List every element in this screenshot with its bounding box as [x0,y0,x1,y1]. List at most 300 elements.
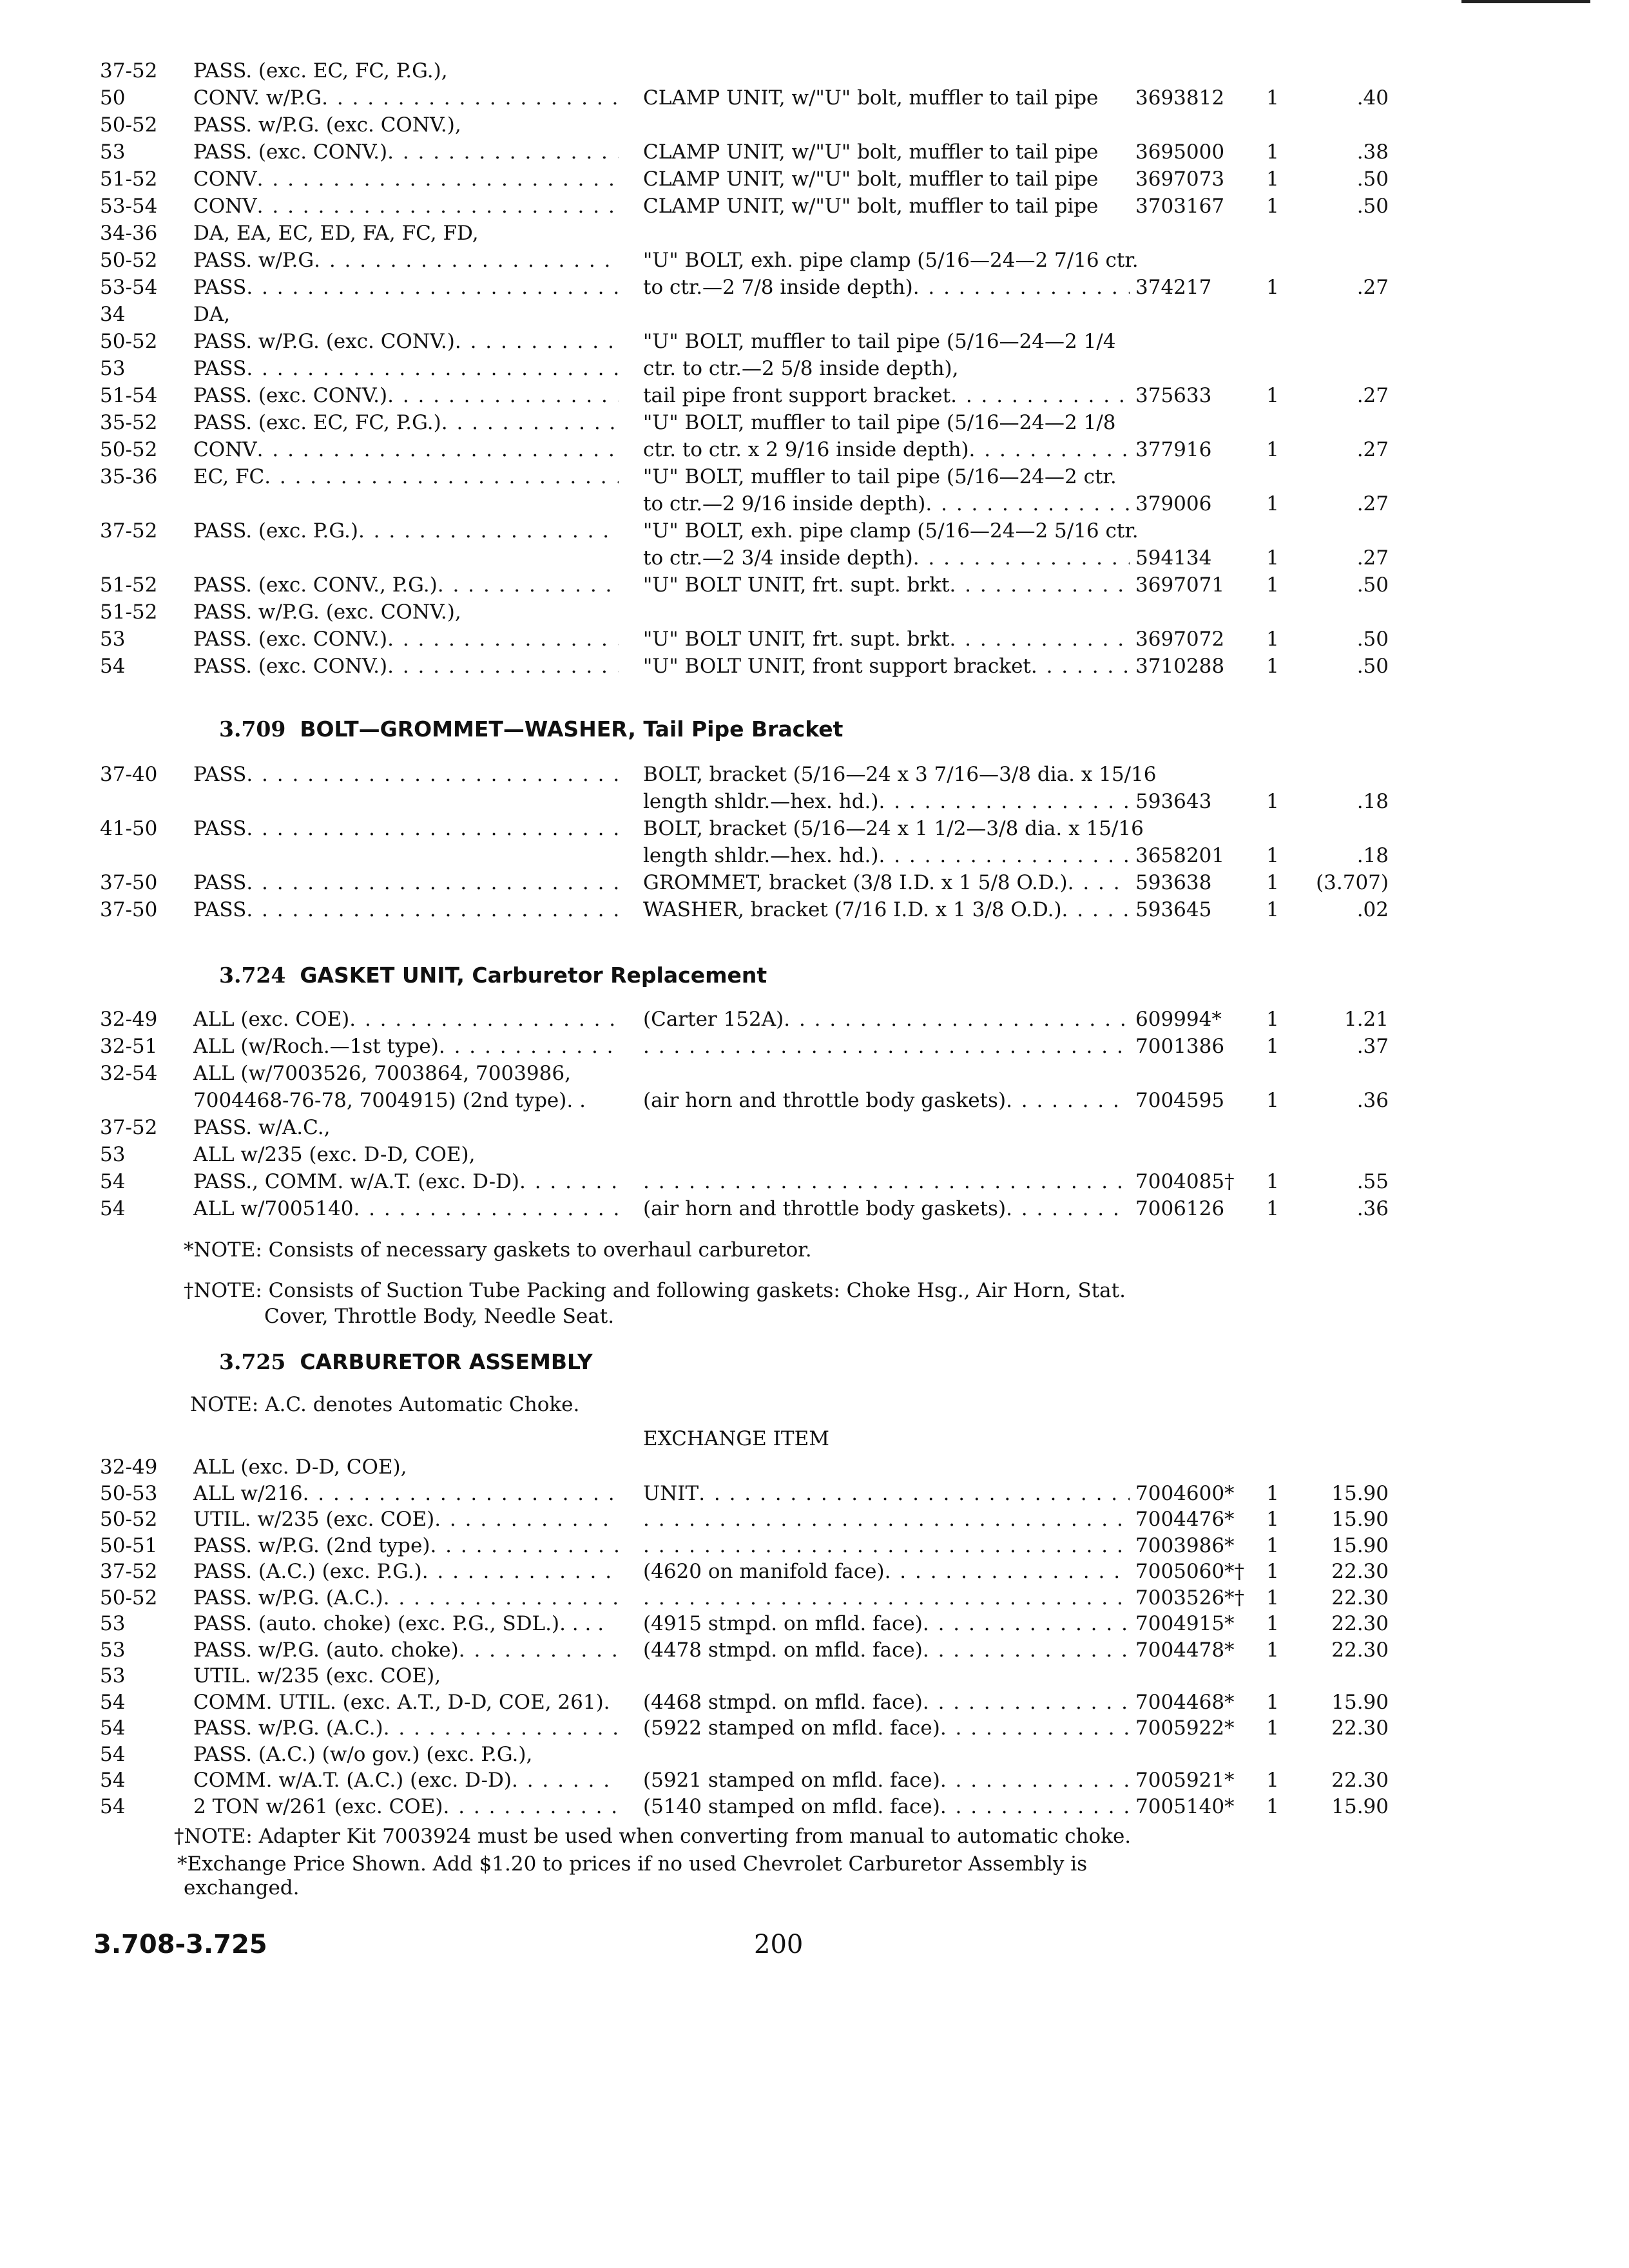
model-application [193,436,619,464]
footnote: *Exchange Price Shown. Add $1.20 to prices if no used Chevrolet Carburetor Assembly is [177,1852,1088,1876]
quantity: 1 [1266,492,1279,515]
year-range: 53 [100,357,126,380]
year-range: 53 [100,140,126,164]
model-application-text: PASS. w/P.G. (A.C.) [193,1586,383,1610]
quantity: 1 [1266,1612,1279,1635]
year-range [100,1086,184,1115]
section-title: GASKET UNIT, [300,963,465,988]
part-description [643,652,1130,680]
year-range: 54 [100,1716,126,1740]
model-application: PASS. w/P.G. (exc. CONV.), [193,113,461,137]
list-price: .02 [1356,898,1389,921]
model-application-text: PASS. w/P.G. (2nd type) [193,1534,430,1557]
model-application [193,652,619,680]
model-application [193,1005,619,1033]
part-number: 609994* [1135,1008,1222,1031]
part-description-text: (5140 stamped on mfld. face) [643,1795,940,1818]
list-price: .50 [1356,168,1389,191]
part-description [643,1584,1130,1612]
model-application-text: ALL w/7005140 [193,1197,354,1220]
model-application-text: ALL w/216 [193,1482,303,1505]
year-range: 32-51 [100,1035,158,1058]
part-description [643,1792,1130,1821]
model-application-text: PASS. (exc. P.G.) [193,519,358,543]
part-description: CLAMP UNIT, w/"U" bolt, muffler to tail pipe [643,140,1099,164]
model-application [193,1636,619,1664]
quantity [1257,814,1289,843]
year-range: 54 [100,655,126,678]
part-description-text: to ctr.—2 3/4 inside depth) [643,546,913,570]
part-description-text: (5921 stamped on mfld. face) [643,1769,940,1792]
model-application [193,192,619,220]
part-description-text: (4915 stmpd. on mfld. face) [643,1612,923,1635]
list-price [1295,57,1389,85]
year-range: 53 [100,1143,126,1166]
part-number: 7005140* [1135,1795,1235,1818]
model-application [193,841,619,870]
section-title: CARBURETOR ASSEMBLY [300,1349,593,1374]
quantity: 1 [1266,384,1279,407]
quantity: 1 [1266,1534,1279,1557]
part-number: 593638 [1135,871,1212,894]
part-number [1135,1113,1258,1142]
quantity [1257,1662,1289,1690]
model-application-text: 2 TON w/261 (exc. COE) [193,1795,443,1818]
model-application-text: PASS., COMM. w/A.T. (exc. D-D) [193,1170,520,1193]
model-application [193,1479,619,1508]
quantity: 1 [1266,1795,1279,1818]
part-description-text: "U" BOLT UNIT, frt. supt. brkt [643,628,950,651]
part-number [1135,408,1258,437]
list-price [1295,408,1389,437]
leader-dots [949,571,1130,599]
year-range: 50-52 [100,330,158,353]
quantity: 1 [1266,1482,1279,1505]
quantity [1257,354,1289,383]
leader-dots [969,436,1130,464]
model-application [193,354,619,383]
part-description-text: to ctr.—2 7/8 inside depth) [643,276,913,299]
part-description-text: "U" BOLT UNIT, frt. supt. brkt [643,573,950,597]
part-number [1135,1453,1258,1481]
part-number: 593645 [1135,898,1212,921]
part-description [643,1740,1130,1769]
footnote: exchanged. [184,1876,300,1899]
part-description [643,1005,1130,1033]
leader-dots [246,760,619,789]
leader-dots [439,1032,619,1061]
leader-dots [950,381,1130,410]
part-description [643,571,1130,599]
part-description: BOLT, bracket (5/16—24 x 3 7/16—3/8 dia. x 15/16 [643,763,1157,786]
year-range: 37-52 [100,59,158,82]
part-description: "U" BOLT, exh. pipe clamp (5/16—24—2 5/16 ctr. [643,519,1139,543]
year-range: 53 [100,1664,126,1687]
year-range: 35-36 [100,465,158,488]
list-price: .50 [1356,628,1389,651]
list-price: 22.30 [1331,1716,1389,1740]
part-number: 7004595 [1135,1089,1225,1112]
quantity [1257,517,1289,545]
quantity [1257,1140,1289,1169]
leader-dots [246,814,619,843]
quantity: 1 [1266,140,1279,164]
leader-dots [940,1766,1130,1794]
list-price: .27 [1356,384,1389,407]
part-description: BOLT, bracket (5/16—24 x 1 1/2—3/8 dia. x 15/16 [643,817,1144,840]
part-number [1135,1140,1258,1169]
leader-dots [387,381,619,410]
quantity: 1 [1266,1769,1279,1792]
model-application [193,760,619,789]
leader-dots [434,1505,619,1533]
part-description: CLAMP UNIT, w/"U" bolt, muffler to tail pipe [643,168,1099,191]
year-range: 32-54 [100,1062,158,1085]
model-application [193,625,619,653]
part-description-text: to ctr.—2 9/16 inside depth) [643,492,926,515]
part-number: 7004085† [1135,1170,1235,1193]
year-range: 50-52 [100,113,158,137]
list-price [1295,1140,1389,1169]
part-number: 3710288 [1135,655,1225,678]
quantity: 1 [1266,438,1279,461]
leader-dots [885,1557,1130,1586]
list-price: 15.90 [1331,1482,1389,1505]
leader-dots [257,192,619,220]
quantity: 1 [1266,276,1279,299]
model-application: PASS. w/A.C., [193,1116,331,1139]
part-description-text: tail pipe front support bracket [643,384,951,407]
part-number [1135,111,1258,139]
quantity: 1 [1266,1716,1279,1740]
part-number [1135,598,1258,626]
model-application [193,1195,619,1223]
list-price [1295,219,1389,247]
part-description [643,1557,1130,1586]
list-price [1295,111,1389,139]
leader-dots [643,1168,1130,1196]
list-price: .38 [1356,140,1389,164]
leader-dots [257,165,619,193]
quantity [1257,598,1289,626]
model-application: DA, EA, EC, ED, FA, FC, FD, [193,222,479,245]
part-number: 7006126 [1135,1197,1225,1220]
model-application [193,896,619,924]
part-description-text: (air horn and throttle body gaskets) [643,1197,1007,1220]
model-application [193,408,619,437]
leader-dots [264,463,619,491]
list-price: 22.30 [1331,1769,1389,1792]
year-range: 37-40 [100,763,158,786]
model-application-text: CONV [193,168,257,191]
leader-dots [303,1479,619,1508]
year-range: 53-54 [100,195,158,218]
leader-dots [358,517,619,545]
part-description [643,625,1130,653]
model-application [193,1532,619,1560]
model-application [193,165,619,193]
list-price [1295,1453,1389,1481]
leader-dots [913,544,1130,572]
part-description [643,1766,1130,1794]
leader-dots [383,1584,619,1612]
leader-dots [422,1557,619,1586]
part-number: 375633 [1135,384,1212,407]
year-range: 54 [100,1197,126,1220]
model-application-text: PASS. (exc. EC, FC, P.G.) [193,411,441,434]
part-description [643,1532,1130,1560]
year-range: 51-52 [100,573,158,597]
part-number: 3697073 [1135,168,1225,191]
list-price [1295,327,1389,356]
model-application: PASS. (A.C.) (w/o gov.) (exc. P.G.), [193,1743,533,1766]
part-description [643,787,1130,816]
leader-dots [459,1636,619,1664]
quantity [1257,327,1289,356]
model-application [193,1505,619,1533]
part-number [1135,354,1258,383]
list-price: 22.30 [1331,1639,1389,1662]
year-range [100,544,184,572]
part-number: 7005921* [1135,1769,1235,1792]
model-application [193,869,619,897]
list-price: .27 [1356,438,1389,461]
part-description-text: (4468 stmpd. on mfld. face) [643,1691,923,1714]
part-description [643,1059,1130,1088]
quantity: 1 [1266,898,1279,921]
model-application-text: PASS. w/P.G. (A.C.) [193,1716,383,1740]
quantity [1257,219,1289,247]
leader-dots [246,273,619,302]
part-description [643,1688,1130,1716]
part-description: CLAMP UNIT, w/"U" bolt, muffler to tail pipe [643,195,1099,218]
part-description [643,436,1130,464]
list-price: .50 [1356,195,1389,218]
leader-dots [441,408,619,437]
list-price: .27 [1356,492,1389,515]
model-application-text: PASS. (exc. CONV., P.G.) [193,573,438,597]
year-range: 51-54 [100,384,158,407]
part-number: 3693812 [1135,86,1225,110]
section-title: BOLT—GROMMET—WASHER, [300,716,636,742]
quantity: 1 [1266,628,1279,651]
model-application: PASS. (exc. EC, FC, P.G.), [193,59,448,82]
part-number: 3697072 [1135,628,1225,651]
part-description [643,273,1130,302]
part-number: 7001386 [1135,1035,1225,1058]
leader-dots [383,1714,619,1742]
leader-dots [923,1636,1130,1664]
model-application-text: PASS [193,357,247,380]
model-application [193,84,619,112]
model-application: PASS. w/P.G. (exc. CONV.), [193,601,461,624]
part-number: 7005922* [1135,1716,1235,1740]
year-range: 37-50 [100,871,158,894]
year-range: 41-50 [100,817,158,840]
part-description-text: ctr. to ctr. x 2 9/16 inside depth) [643,438,969,461]
part-number: 3695000 [1135,140,1225,164]
part-number: 379006 [1135,492,1212,515]
year-range: 50-52 [100,1586,158,1610]
model-application [193,544,619,572]
part-description-text: WASHER, bracket (7/16 I.D. x 1 3/8 O.D.) [643,898,1062,921]
part-description [643,1195,1130,1223]
model-application [193,381,619,410]
leader-dots [349,1005,619,1033]
model-application-text: PASS [193,898,247,921]
year-range: 37-50 [100,898,158,921]
list-price [1295,1662,1389,1690]
model-application-text: CONV [193,195,257,218]
year-range: 50-52 [100,438,158,461]
model-application-text: UTIL. w/235 (exc. COE) [193,1508,435,1531]
leader-dots [519,1168,619,1196]
part-description [643,598,1130,626]
quantity: 1 [1266,1170,1279,1193]
quantity [1257,463,1289,491]
model-application [193,1032,619,1061]
footnote: Cover, Throttle Body, Needle Seat. [264,1305,615,1328]
model-application-text: PASS [193,276,247,299]
list-price [1295,598,1389,626]
section-heading-3724 [219,960,767,991]
list-price [1295,1740,1389,1769]
model-application [193,327,619,356]
model-application [193,1584,619,1612]
model-application-text: COMM. w/A.T. (A.C.) (exc. D-D) [193,1769,512,1792]
part-number: 3697071 [1135,573,1225,597]
model-application-text: PASS. (exc. CONV.) [193,628,388,651]
part-description: CLAMP UNIT, w/"U" bolt, muffler to tail pipe [643,86,1099,110]
part-number: 593643 [1135,790,1212,813]
quantity: 1 [1266,655,1279,678]
list-price: (3.707) [1316,871,1389,894]
part-number [1135,1059,1258,1088]
part-description-text: (5922 stamped on mfld. face) [643,1716,940,1740]
list-price: .27 [1356,546,1389,570]
model-application-text: PASS [193,871,247,894]
year-range: 53-54 [100,276,158,299]
quantity [1257,1453,1289,1481]
quantity: 1 [1266,1560,1279,1583]
model-application: PASS. (auto. choke) (exc. P.G., SDL.). . . . [193,1612,604,1635]
quantity [1257,57,1289,85]
list-price [1295,1059,1389,1088]
model-application-text: PASS [193,817,247,840]
part-number [1135,760,1258,789]
part-description [643,219,1130,247]
part-number [1135,246,1258,274]
part-description [643,1140,1130,1169]
leader-dots [246,354,619,383]
quantity [1257,300,1289,329]
leader-dots [257,436,619,464]
part-description [643,1113,1130,1142]
leader-dots [438,571,619,599]
year-range [100,841,184,870]
year-range: 51-52 [100,168,158,191]
quantity: 1 [1266,790,1279,813]
section-subtitle: Carburetor Replacement [472,963,767,988]
part-description [643,896,1130,924]
leader-dots [246,896,619,924]
quantity: 1 [1266,1639,1279,1662]
year-range [100,787,184,816]
part-description [643,1610,1130,1638]
part-description [643,1453,1130,1481]
leader-dots [913,273,1130,302]
list-price: 1.21 [1344,1008,1389,1031]
year-range: 35-52 [100,411,158,434]
year-range: 37-52 [100,1560,158,1583]
leader-dots [314,246,619,274]
list-price: 22.30 [1331,1586,1389,1610]
part-description [643,1636,1130,1664]
part-description [643,490,1130,518]
leader-dots [1006,1195,1130,1223]
page-section-range: 3.708-3.725 [93,1930,267,1959]
leader-dots [430,1532,619,1560]
part-number [1135,517,1258,545]
year-range: 53 [100,1612,126,1635]
model-application [193,1168,619,1196]
leader-dots [879,787,1130,816]
list-price: .18 [1356,844,1389,867]
leader-dots [455,327,619,356]
part-description-text: (4620 on manifold face) [643,1560,885,1583]
list-price [1295,1113,1389,1142]
model-application [193,273,619,302]
model-application [193,1792,619,1821]
quantity: 1 [1266,1586,1279,1610]
part-description [643,1086,1130,1115]
part-number: 7004478* [1135,1639,1235,1662]
part-description-text: UNIT [643,1482,699,1505]
model-application-text: ALL (exc. COE) [193,1008,350,1031]
section-number: 3.709 [219,716,286,742]
list-price [1295,517,1389,545]
model-application [193,246,619,274]
list-price: .37 [1356,1035,1389,1058]
model-application-text: PASS. (exc. CONV.) [193,655,388,678]
section-heading-3709 [219,714,843,745]
year-range: 37-52 [100,519,158,543]
quantity [1257,760,1289,789]
part-description [643,381,1130,410]
leader-dots [387,625,619,653]
list-price: 15.90 [1331,1534,1389,1557]
list-price: .27 [1356,276,1389,299]
quantity [1257,1059,1289,1088]
part-number: 7005060*† [1135,1560,1245,1583]
leader-dots [246,869,619,897]
quantity [1257,1740,1289,1769]
leader-dots [643,1505,1130,1533]
part-description [643,869,1130,897]
leader-dots [1068,869,1130,897]
model-application [193,138,619,166]
part-description-text: (Carter 152A) [643,1008,784,1031]
part-number: 7004468* [1135,1691,1235,1714]
year-range: 54 [100,1795,126,1818]
part-description [643,1714,1130,1742]
list-price [1295,760,1389,789]
model-application [193,490,619,518]
list-price: 15.90 [1331,1508,1389,1531]
model-application: 7004468-76-78, 7004915) (2nd type). . [193,1089,586,1112]
part-number [1135,1662,1258,1690]
leader-dots [643,1532,1130,1560]
